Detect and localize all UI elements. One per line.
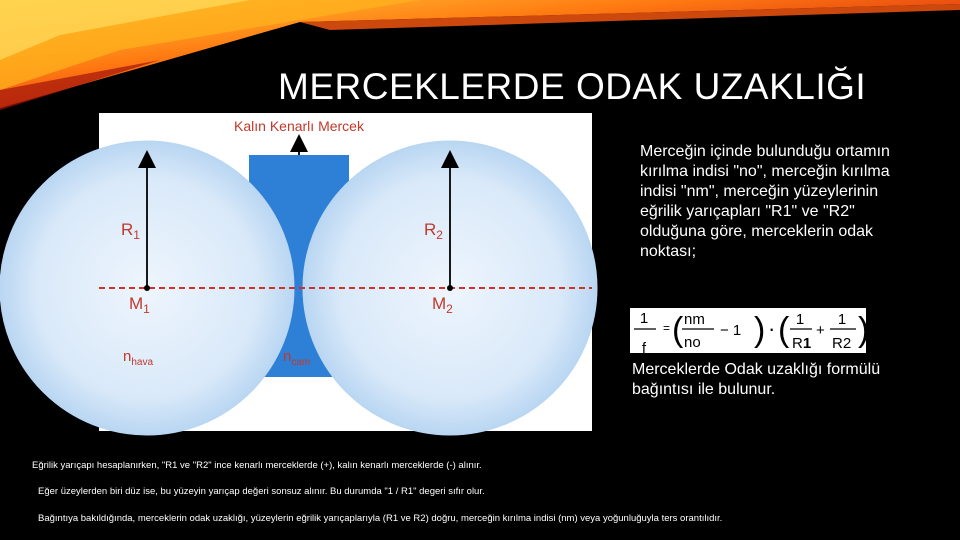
figure-caption: Kalın Kenarlı Mercek (234, 118, 364, 134)
n-hava-sub: hava (131, 357, 154, 368)
r1-den-sub: 1 (802, 335, 812, 352)
r2-sub: 2 (436, 228, 443, 242)
r1-label: R (121, 220, 134, 239)
svg-text:R1 (792, 335, 811, 352)
lhs-denominator: f (641, 340, 647, 357)
note-2: Eğer üzeylerden biri düz ise, bu yüzeyin yarıçap değeri sonsuz alınır. Bu durumda "1 / R1" degeri sıfır olur. (38, 486, 485, 497)
n-cam-label: n (283, 348, 292, 365)
r2-numerator: 1 (837, 311, 847, 328)
m1-sub: 1 (143, 302, 150, 316)
r2-den-sub: 2 (842, 335, 852, 352)
note-3: Bağıntıya bakıldığında, merceklerin odak uzaklığı, yüzeylerin eğrilik yarıçaplarıyla (R1 ve R2) doğru, merceğin kırılma indisi (nm) veya yoğunluğuyla ters orantılıdır. (38, 513, 723, 524)
m1-label: M (129, 294, 144, 313)
nm-symbol: n (684, 311, 693, 328)
m2-label: M (432, 294, 447, 313)
svg-text:no (684, 334, 701, 351)
open-paren-2: ( (778, 311, 790, 349)
nm-sub: m (692, 311, 705, 328)
r2-den: R (832, 335, 843, 352)
close-paren-1: ) (754, 311, 766, 349)
r1-sub: 1 (133, 228, 140, 242)
m1-point (144, 285, 150, 291)
dot-operator: · (768, 316, 776, 341)
result-line-2: bağıntısı ile bulunur. (632, 381, 776, 398)
description-paragraph: Merceğin içinde bulunduğu ortamın kırılma indisi "no", merceğin kırılma indisi "nm", merceğin yüzeylerinin eğrilik yarıçapları "R1" ve "R2" olduğuna göre, merceklerin odak noktası; (640, 143, 890, 260)
plus-sign: + (816, 322, 825, 339)
lhs-numerator: 1 (639, 310, 649, 327)
m2-sub: 2 (446, 302, 453, 316)
open-paren-1: ( (672, 311, 684, 349)
svg-text:R2 (832, 335, 851, 352)
equals-sign: = (663, 321, 671, 335)
result-line-1: Merceklerde Odak uzaklığı formülü (632, 361, 881, 378)
slide-title: MERCEKLERDE ODAK UZAKLIĞI (278, 66, 867, 107)
svg-text:nm (684, 311, 705, 328)
close-paren-2: ) (858, 311, 870, 349)
minus-one: − 1 (720, 322, 742, 339)
n-cam-sub: cam (291, 357, 311, 368)
r1-numerator: 1 (795, 311, 805, 328)
lens-figure (99, 113, 592, 431)
description-text (632, 142, 922, 262)
n-hava-label: n (123, 348, 132, 365)
r1-den: R (792, 335, 803, 352)
m2-point (447, 285, 453, 291)
result-text (632, 360, 892, 400)
no-sub: o (692, 334, 701, 351)
note-1: Eğrilik yarıçapı hesaplanırken, "R1 ve "R2" ince kenarlı merceklerde (+), kalın kenarlı merceklerde (-) alınır. (32, 460, 482, 471)
focal-length-formula (630, 308, 870, 357)
r2-label: R (424, 220, 437, 239)
no-symbol: n (684, 334, 693, 351)
